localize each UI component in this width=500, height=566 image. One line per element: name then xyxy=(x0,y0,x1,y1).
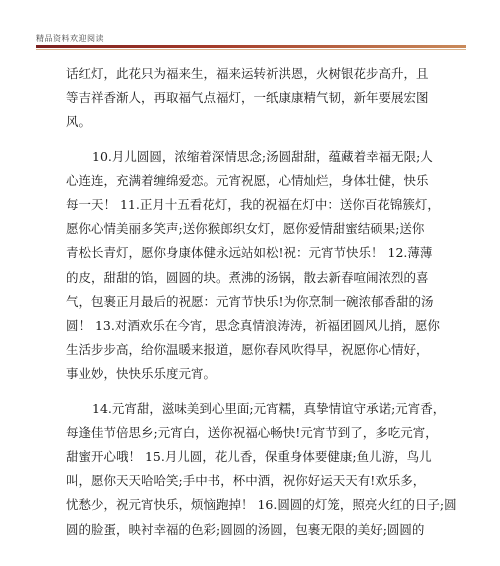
text-line: 叫，愿你天天哈哈笑;手中书，杯中酒，祝你好运天天有!欢乐多， xyxy=(66,473,426,489)
header-rule xyxy=(36,45,466,48)
page-header xyxy=(0,0,500,50)
text-line: 圆！ 13.对酒欢乐在今宵，思念真情浪涛涛，祈福团圆风儿捎，愿你 xyxy=(66,318,440,334)
paragraph-3 xyxy=(66,397,458,542)
document-body xyxy=(66,62,458,542)
text-line: 每一天！ 11.正月十五看花灯，我的祝福在灯中：送你百花锦簇灯， xyxy=(66,197,440,213)
text-line: 10.月儿圆圆，浓缩着深情思念;汤圆甜甜，蕴藏着幸福无限;人 xyxy=(92,148,433,164)
text-line: 事业妙，快快乐乐度元宵。 xyxy=(66,366,217,382)
text-line: 忧愁少，祝元宵快乐，烦恼跑掉！ 16.圆圆的灯笼，照亮火红的日子;圆 xyxy=(66,497,457,513)
paragraph-gap xyxy=(66,135,458,145)
text-line: 生活步步高，给你温暖来报道，愿你春风吹得早，祝愿你心情好， xyxy=(66,342,429,358)
paragraph-1 xyxy=(66,62,458,135)
header-rule-thin xyxy=(36,49,466,50)
text-line: 气，包裹正月最后的祝愿：元宵节快乐!为你烹制一碗浓郁香甜的汤 xyxy=(66,293,434,309)
text-line: 青松长青灯，愿你身康体健永远站如松!祝：元宵节快乐！ 12.薄薄 xyxy=(66,245,433,261)
text-line: 14.元宵甜，滋味美到心里面;元宵糯，真挚情谊守承诺;元宵香， xyxy=(92,400,446,416)
text-line: 愿你心情美丽多笑声;送你猴郎织女灯，愿你爱情甜蜜结硕果;送你 xyxy=(66,221,425,237)
text-line: 风。 xyxy=(66,114,92,130)
text-line: 甜蜜开心哦！ 15.月儿圆，花儿香，保重身体要健康;鱼儿游，鸟儿 xyxy=(66,449,432,465)
text-line: 圆的脸蛋，映衬幸福的色彩;圆圆的汤圆，包裹无限的美好;圆圆的 xyxy=(66,521,425,537)
paragraph-2 xyxy=(66,145,458,387)
text-line: 等吉祥香渐人，再取福气点福灯，一纸康康精气韧，新年要展宏图 xyxy=(66,90,429,106)
text-line: 心连连，充满着缠绵爱恋。元宵祝愿，心情灿烂，身体壮健，快乐 xyxy=(66,172,429,188)
header-label: 精品资料欢迎阅读 xyxy=(36,34,104,43)
paragraph-gap xyxy=(66,387,458,397)
text-line: 话红灯，此花只为福来生，福来运转祈洪恩，火树银花步高升，且 xyxy=(66,66,429,81)
text-line: 的皮，甜甜的馅，圆圆的块。煮沸的汤锅，散去新春喧闹浓烈的喜 xyxy=(66,269,429,285)
text-line: 每逢佳节倍思乡;元宵白，送你祝福心畅快!元宵节到了，多吃元宵， xyxy=(66,424,438,440)
